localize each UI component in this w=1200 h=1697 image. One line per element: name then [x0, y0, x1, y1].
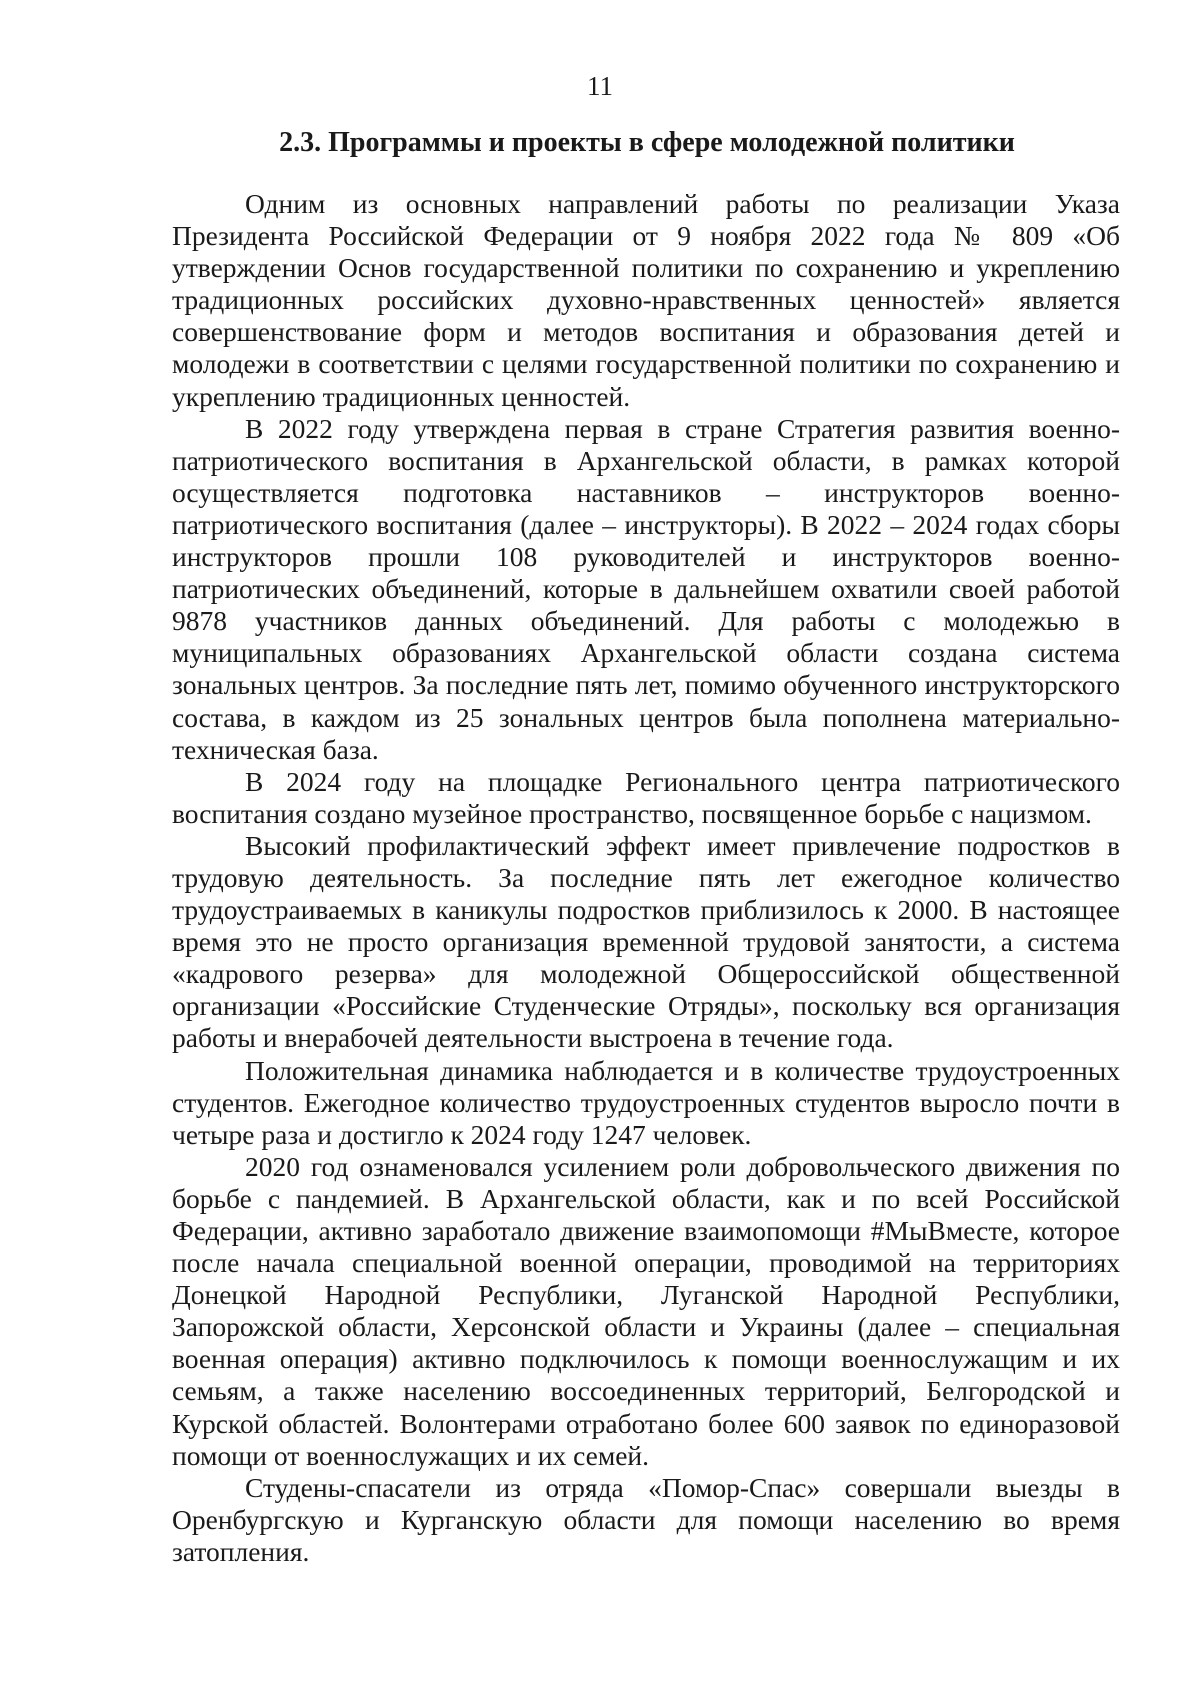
document-body — [172, 188, 1120, 1568]
paragraph-7: Студены-спасатели из отряда «Помор-Спас» совершали выезды в Оренбургскую и Курганскую области для помощи населению во время затопления. — [172, 1471, 1120, 1567]
section-title: 2.3. Программы и проекты в сфере молодежной политики — [279, 127, 1015, 158]
paragraph-2: В 2022 году утверждена первая в стране Стратегия развития военно-патриотического воспитания в Архангельской области, в рамках которой осуществляется подготовка наставников – инструкторов военно-патриотического воспитания (далее – инструкторы). В 2022 – 2024 годах сборы инструкторов прошли 108 руководителей и инструкторов военно-патриотических объединений, которые в дальнейшем охватили своей работой 9878 участников данных объединений. Для работы с молодежью в муниципальных образованиях Архангельской области создана система зональных центров. За последние пять лет, помимо обученного инструкторского состава, в каждом из 25 зональных центров была пополнена материально-техническая база. — [172, 412, 1120, 765]
paragraph-3: В 2024 году на площадке Регионального центра патриотического воспитания создано музейное пространство, посвященное борьбе с нацизмом. — [172, 765, 1120, 829]
paragraph-5: Положительная динамика наблюдается и в количестве трудоустроенных студентов. Ежегодное количество трудоустроенных студентов выросло почти в четыре раза и достигло к 2024 году 1247 человек. — [172, 1054, 1120, 1150]
paragraph-6: 2020 год ознаменовался усилением роли добровольческого движения по борьбе с пандемией. В Архангельской области, как и по всей Российской Федерации, активно заработало движение взаимопомощи #МыВместе, которое после начала специальной военной операции, проводимой на территориях Донецкой Народной Республики, Луганской Народной Республики, Запорожской области, Херсонской области и Украины (далее – специальная военная операция) активно подключилось к помощи военнослужащим и их семьям, а также населению воссоединенных территорий, Белгородской и Курской областей. Волонтерами отработано более 600 заявок по единоразовой помощи от военнослужащих и их семей. — [172, 1150, 1120, 1471]
paragraph-4: Высокий профилактический эффект имеет привлечение подростков в трудовую деятельность. За последние пять лет ежегодное количество трудоустраиваемых в каникулы подростков приблизилось к 2000. В настоящее время это не просто организация временной трудовой занятости, а система «кадрового резерва» для молодежной Общероссийской общественной организации «Российские Студенческие Отряды», поскольку вся организация работы и внерабочей деятельности выстроена в течение года. — [172, 829, 1120, 1054]
page-number: 11 — [587, 71, 613, 101]
paragraph-1: Одним из основных направлений работы по реализации Указа Президента Российской Федерации от 9 ноября 2022 года № 809 «Об утверждении Основ государственной политики по сохранению и укреплению традиционных российских духовно-нравственных ценностей» является совершенствование форм и методов воспитания и образования детей и молодежи в соответствии с целями государственной политики по сохранению и укреплению традиционных ценностей. — [172, 188, 1120, 412]
